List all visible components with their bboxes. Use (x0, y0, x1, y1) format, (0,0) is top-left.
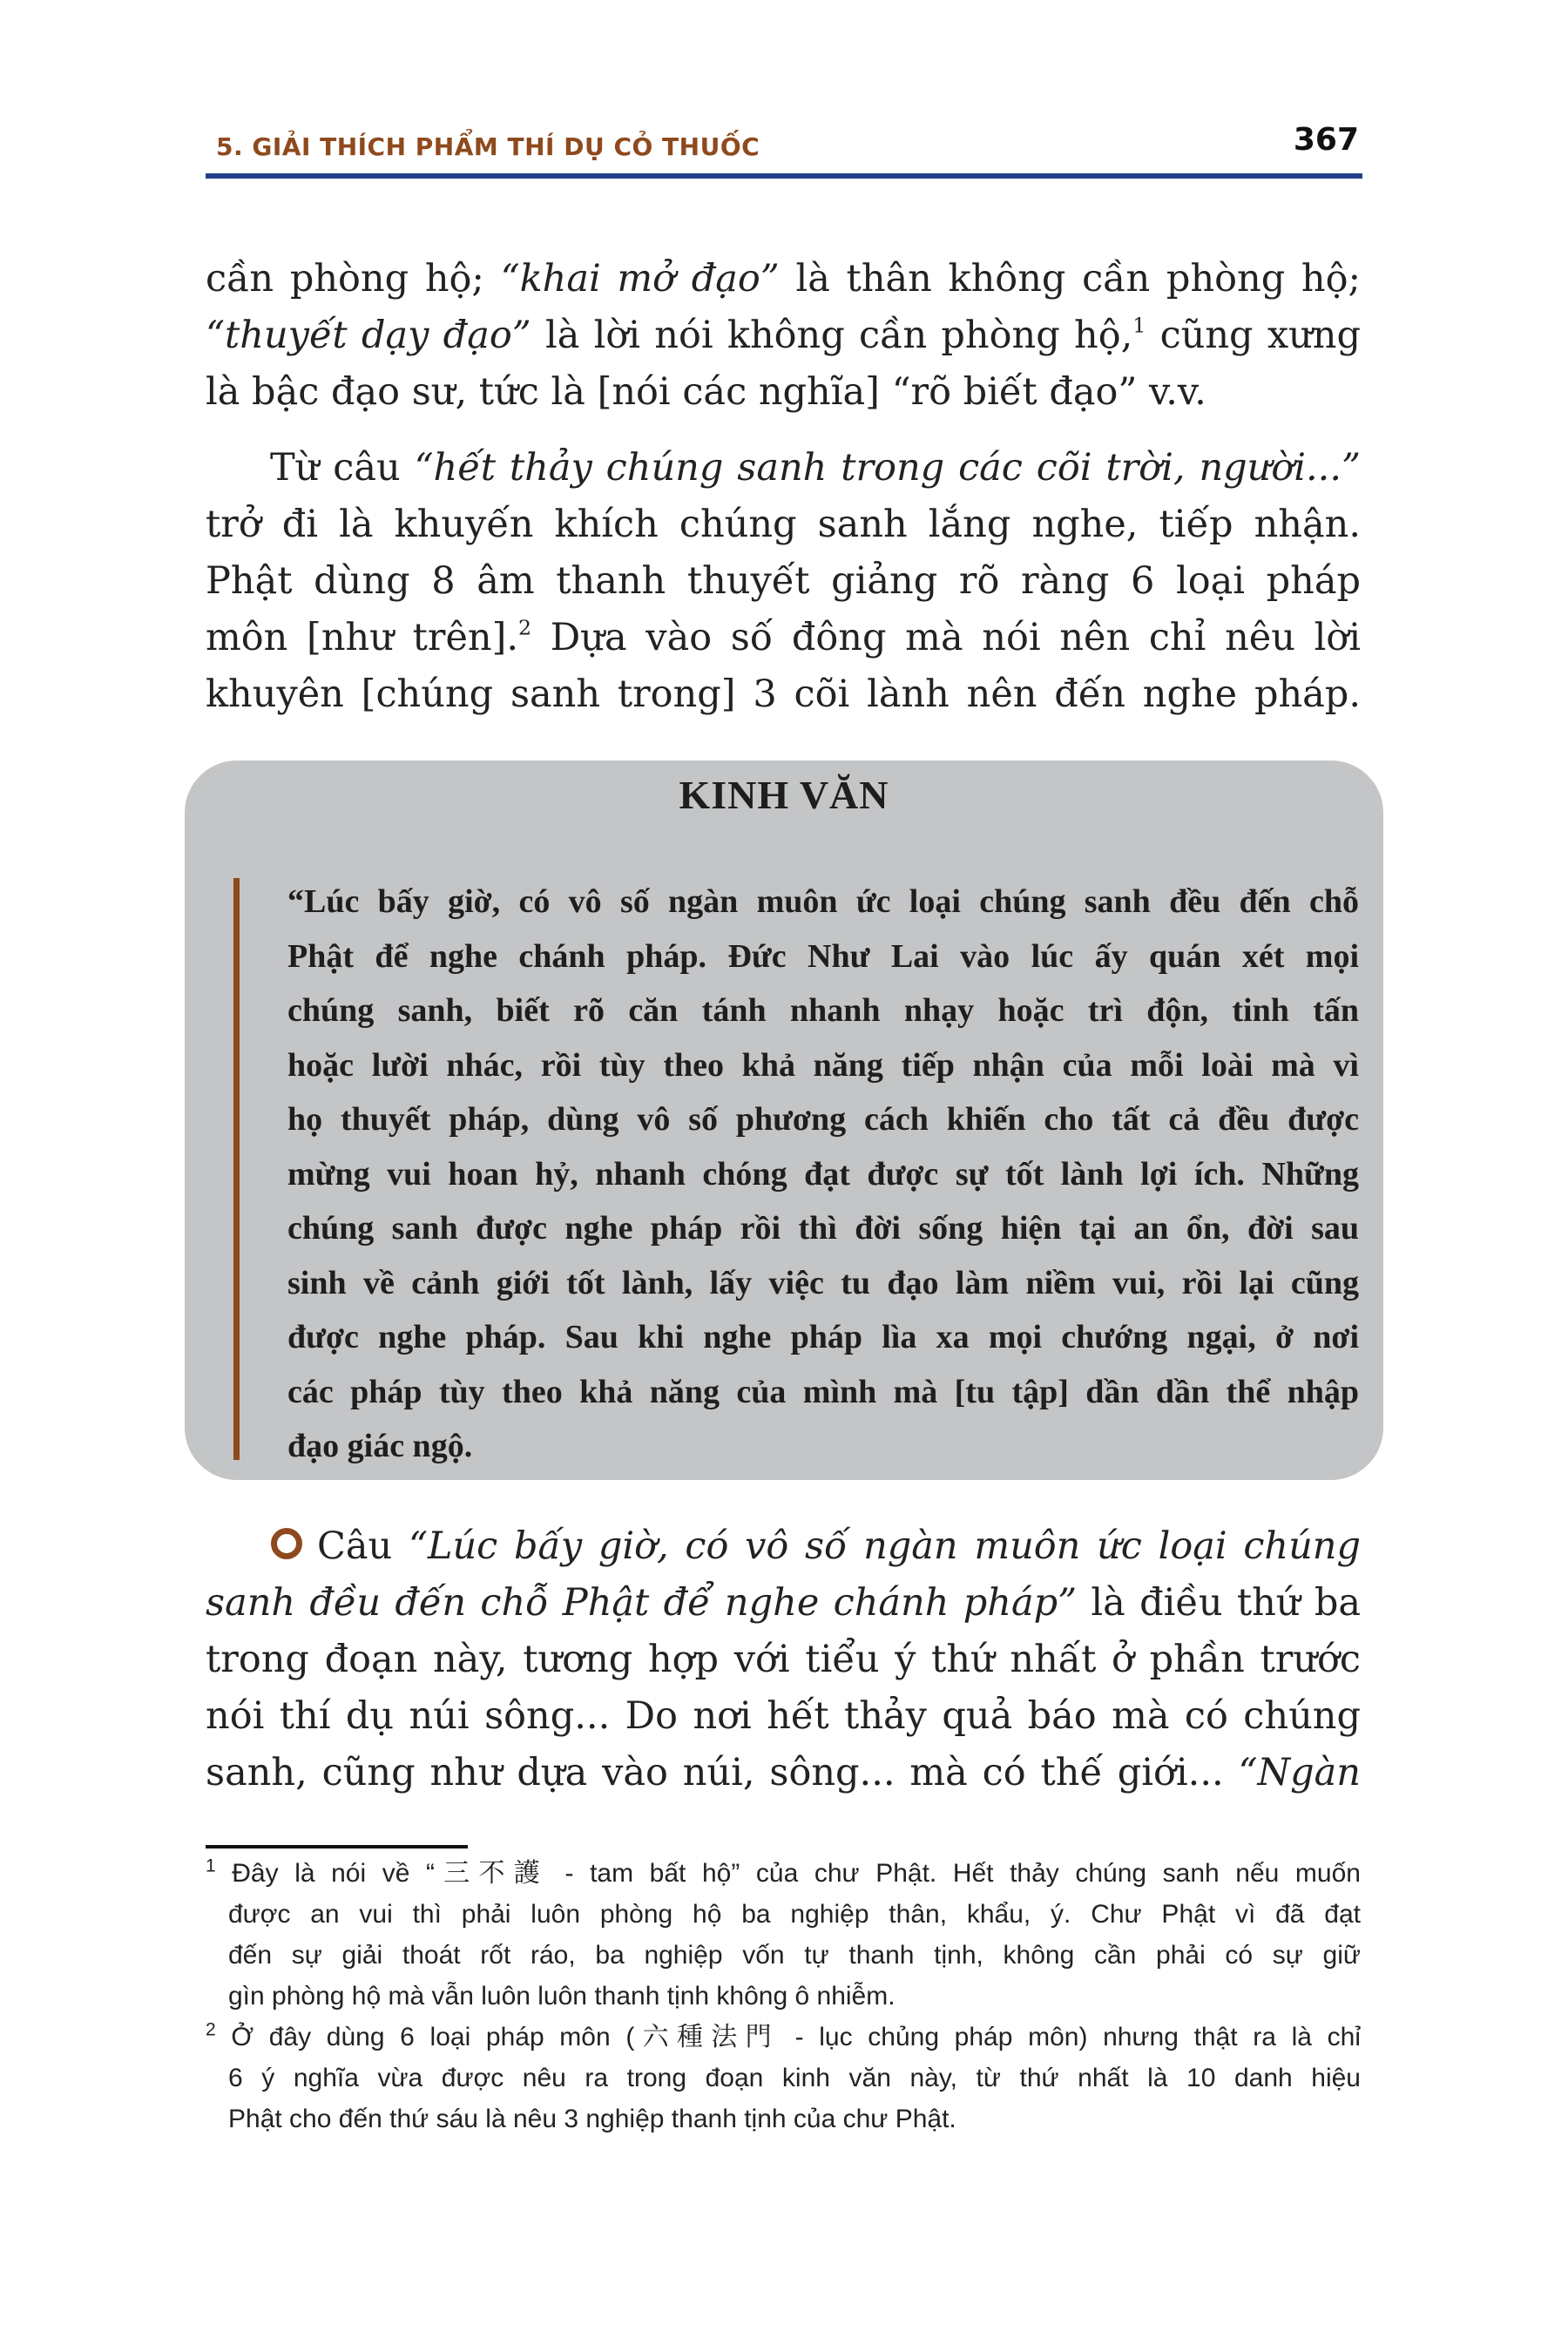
italic-quote: “Ngàn (1238, 1751, 1361, 1794)
text-run: Câu (317, 1524, 409, 1568)
footnote-1-line (206, 1854, 1361, 1894)
scripture-line: mừng vui hoan hỷ, nhanh chóng đạt được sự tốt lành lợi ích. Những (287, 1155, 1359, 1193)
text-run: cũng xưng (1146, 314, 1361, 357)
paragraph-3-line: nói thí dụ núi sông... Do nơi hết thảy quả báo mà có chúng (206, 1694, 1361, 1738)
scripture-line: sinh về cảnh giới tốt lành, lấy việc tu đạo làm niềm vui, rồi lại cũng (287, 1264, 1359, 1301)
scripture-line: các pháp tùy theo khả năng của mình mà [tu tập] dần dần thể nhập (287, 1373, 1359, 1410)
header-rule (206, 173, 1362, 179)
text-run: là lời nói không cần phòng hộ, (531, 314, 1133, 357)
italic-quote: “thuyết dạy đạo” (206, 314, 531, 357)
quote-bar (233, 878, 240, 1460)
text-run: sanh, cũng như dựa vào núi, sông... mà có thế giới... (206, 1751, 1239, 1794)
text-run: là điều thứ ba (1077, 1581, 1361, 1625)
footnote-2-line (228, 2099, 1361, 2139)
paragraph-2-line: Phật dùng 8 âm thanh thuyết giảng rõ ràng 6 loại pháp (206, 559, 1361, 603)
text-run: môn [như trên]. (206, 616, 519, 659)
scripture-box-title: KINH VĂN (679, 773, 889, 817)
paragraph-2-line (206, 612, 1361, 664)
footnote-text: Phật cho đến thứ sáu là nêu 3 nghiệp thanh tịnh của chư Phật. (228, 2105, 956, 2133)
paragraph-1-line: là bậc đạo sư, tức là [nói các nghĩa] “rõ biết đạo” v.v. (206, 370, 1206, 414)
footnote-1-line (228, 1977, 1361, 2017)
scripture-line: Phật để nghe chánh pháp. Đức Như Lai vào lúc ấy quán xét mọi (287, 937, 1359, 975)
paragraph-2-line: khuyên [chúng sanh trong] 3 cõi lành nên đến nghe pháp. (206, 672, 1361, 716)
scripture-line: họ thuyết pháp, dùng vô số phương cách khiến cho tất cả đều được (287, 1101, 1359, 1138)
text-run: cần phòng hộ; (206, 257, 501, 301)
scripture-line: hoặc lười nhác, rồi tùy theo khả năng tiếp nhận của mỗi loài mà vì (287, 1046, 1359, 1084)
scripture-line: “Lúc bấy giờ, có vô số ngàn muôn ức loại chúng sanh đều đến chỗ (287, 883, 1359, 920)
scripture-line: được nghe pháp. Sau khi nghe pháp lìa xa mọi chướng ngại, ở nơi (287, 1319, 1359, 1355)
footnote-text: Ở đây dùng 6 loại pháp môn (六種法門 - lục chủng pháp môn) nhưng thật ra là chỉ (231, 2023, 1361, 2051)
footnote-text: đến sự giải thoát rốt ráo, ba nghiệp vốn tự thanh tịnh, không cần phải có sự giữ (228, 1941, 1361, 1970)
scripture-line: chúng sanh được nghe pháp rồi thì đời sống hiện tại an ổn, đời sau (287, 1210, 1359, 1247)
footnote-mark: 2 (206, 2019, 216, 2040)
footnote-text: gìn phòng hộ mà vẫn luôn luôn thanh tịnh không ô nhiễm. (228, 1982, 896, 2011)
paragraph-3-line (206, 1577, 1361, 1629)
footnote-2-line (206, 2017, 1361, 2058)
paragraph-1-line (206, 309, 1361, 362)
footnote-ref-1[interactable]: 1 (1132, 313, 1146, 338)
paragraph-2-line (270, 442, 1361, 494)
footnote-text: 6 ý nghĩa vừa được nêu ra trong đoạn kinh văn này, từ thứ nhất là 10 danh hiệu (228, 2064, 1361, 2092)
italic-quote: sanh đều đến chỗ Phật để nghe chánh pháp” (206, 1581, 1078, 1625)
footnote-text: Đây là nói về “三不護 - tam bất hộ” của chư Phật. Hết thảy chúng sanh nếu muốn (232, 1859, 1361, 1888)
text-run: Dựa vào số đông mà nói nên chỉ nêu lời (531, 616, 1361, 659)
ring-bullet-icon (271, 1528, 302, 1559)
paragraph-1-line (206, 253, 1361, 305)
italic-quote: “khai mở đạo” (500, 257, 780, 301)
paragraph-2-line: trở đi là khuyến khích chúng sanh lắng nghe, tiếp nhận. (206, 503, 1361, 546)
paragraph-3-line (317, 1520, 1361, 1572)
running-title: 5. GIẢI THÍCH PHẨM THÍ DỤ CỎ THUỐC (216, 132, 760, 161)
footnote-2-line (228, 2058, 1361, 2099)
footnote-1-line (228, 1936, 1361, 1976)
scripture-line: chúng sanh, biết rõ căn tánh nhanh nhạy hoặc trì độn, tinh tấn (287, 992, 1359, 1029)
paragraph-3-line: trong đoạn này, tương hợp với tiểu ý thứ nhất ở phần trước (206, 1638, 1361, 1681)
italic-quote: “Lúc bấy giờ, có vô số ngàn muôn ức loại chúng (408, 1524, 1362, 1568)
italic-quote: “hết thảy chúng sanh trong các cõi trời, người...” (414, 446, 1361, 490)
paragraph-3-line (206, 1747, 1361, 1799)
text-run: Từ câu (270, 446, 415, 490)
footnote-separator (206, 1845, 468, 1848)
footnote-mark: 1 (206, 1855, 216, 1876)
footnote-text: được an vui thì phải luôn phòng hộ ba nghiệp thân, khẩu, ý. Chư Phật vì đã đạt (228, 1900, 1361, 1929)
footnote-ref-2[interactable]: 2 (518, 615, 532, 640)
text-run: là thân không cần phòng hộ; (779, 257, 1362, 301)
footnote-1-line (228, 1895, 1361, 1935)
scripture-line: đạo giác ngộ. (287, 1428, 473, 1464)
page-number: 367 (1293, 122, 1359, 158)
